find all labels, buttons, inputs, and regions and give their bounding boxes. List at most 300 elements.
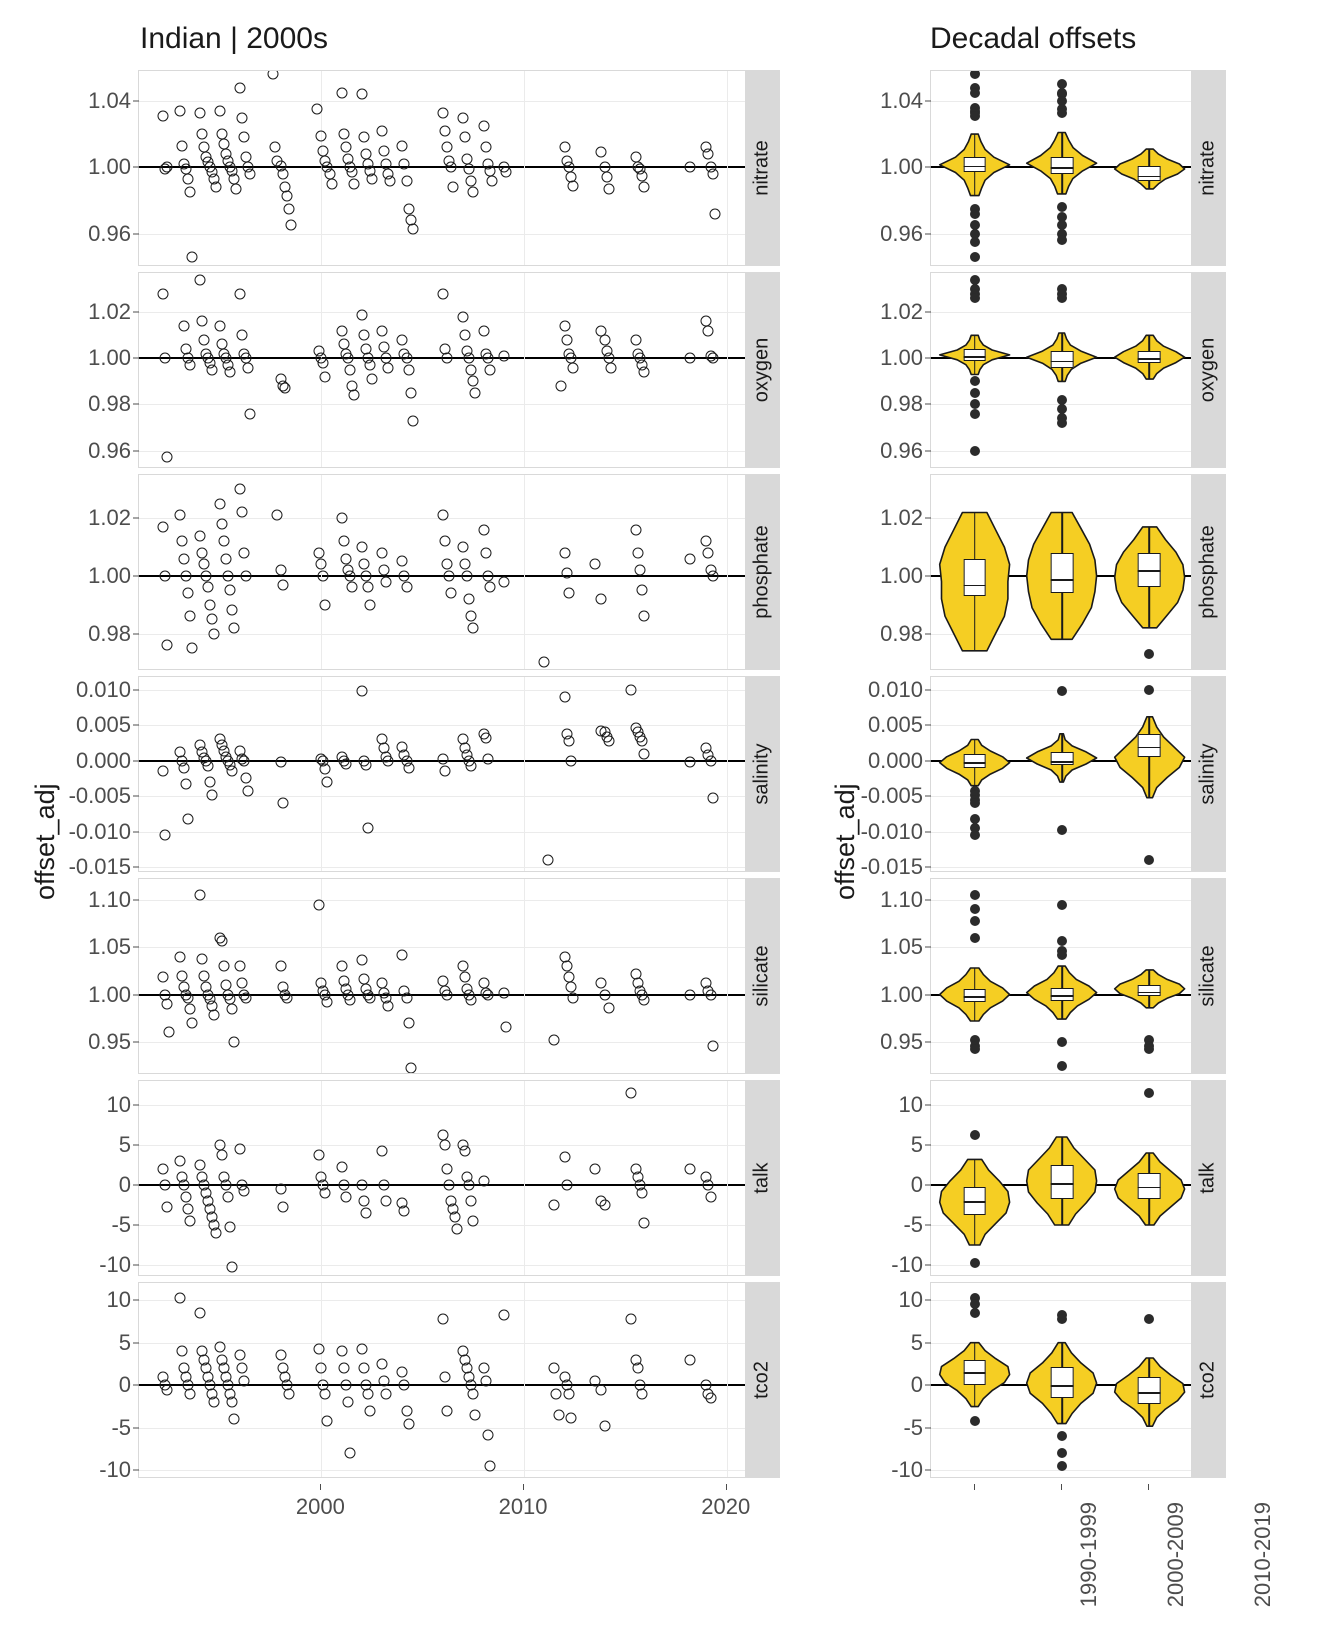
data-point [174,951,185,962]
y-tick-label: 0 [910,1172,923,1197]
data-point [626,1313,637,1324]
y-tick-label: 0.98 [88,620,131,646]
facet-strip-oxygen [1191,273,1225,467]
data-point [685,1164,696,1175]
data-point [229,1036,240,1047]
data-point [707,168,718,179]
median-line [1138,992,1161,994]
data-point [478,120,489,131]
data-point [377,1146,388,1157]
data-point [450,1212,461,1223]
data-point [283,203,294,214]
data-point [460,330,471,341]
data-point [184,611,195,622]
facet-salinity-left [68,676,780,880]
y-tick-label: 0.98 [880,391,923,417]
data-point [458,311,469,322]
gridline [139,947,745,948]
data-point [174,1293,185,1304]
data-point [356,955,367,966]
outlier-point [1057,235,1067,245]
data-point [407,415,418,426]
data-point [464,1180,475,1191]
data-point [215,1341,226,1352]
vertical-gridline [524,677,525,871]
y-tick-label: 0.95 [880,1028,923,1054]
y-tick-mark [925,358,931,359]
data-point [484,364,495,375]
data-point [342,353,353,364]
outlier-point [970,409,980,419]
box-plot [963,559,986,596]
data-point [180,1192,191,1203]
data-point [399,570,410,581]
plot-area-oxygen-left [139,273,745,467]
y-tick-label: 0.98 [88,391,131,417]
data-point [202,761,213,772]
y-tick-mark [925,312,931,313]
y-tick-mark [133,689,139,690]
y-tick-label: 0 [118,1172,131,1197]
data-point [314,1149,325,1160]
y-tick-label: 1.00 [88,345,131,371]
outlier-point [1057,900,1067,910]
y-tick-label: 10 [106,1092,131,1117]
y-tick-label: -5 [903,1212,923,1237]
data-point [356,686,367,697]
y-tick-label: 0 [118,1372,131,1398]
y-tick-mark [133,1041,139,1042]
y-tick-label: 10 [898,1092,923,1117]
vertical-gridline [727,1081,728,1275]
data-point [466,761,477,772]
data-point [464,164,475,175]
data-point [227,1397,238,1408]
facet-strip-label: salinity [1196,743,1219,805]
plot-area-salinity-left [139,677,745,871]
data-point [484,1461,495,1472]
data-point [466,364,477,375]
gridline [139,101,745,102]
data-point [442,559,453,570]
data-point [196,316,207,327]
data-point [446,162,457,173]
data-point [180,778,191,789]
facet-oxygen-right [880,272,1226,468]
median-line [1138,1187,1161,1189]
data-point [632,1363,643,1374]
data-point [348,390,359,401]
y-tick-mark [925,1225,931,1226]
facet-strip-salinity [745,677,779,871]
y-tick-mark [925,450,931,451]
data-point [184,1003,195,1014]
box-plot [1051,752,1074,765]
data-point [356,1344,367,1355]
data-point [320,371,331,382]
data-point [363,582,374,593]
data-point [482,754,493,765]
y-tick-mark [925,796,931,797]
data-point [377,325,388,336]
median-line [1138,1392,1161,1394]
y-tick-label: 0.010 [75,676,131,702]
data-point [160,1180,171,1191]
outlier-point [1144,855,1154,865]
data-point [176,536,187,547]
data-point [194,107,205,118]
y-tick-label: 1.04 [880,87,923,113]
data-point [196,129,207,140]
facet-strip-label: oxygen [1196,337,1219,403]
data-point [561,334,572,345]
data-point [555,380,566,391]
facet-strip-label: talk [1196,1162,1219,1194]
data-point [243,362,254,373]
data-point [178,762,189,773]
facet-strip-salinity [1191,677,1225,871]
data-point [235,1144,246,1155]
data-point [397,334,408,345]
data-point [442,142,453,153]
data-point [701,536,712,547]
gridline [139,1428,745,1429]
left-panel-title: Indian | 2000s [140,22,328,55]
data-point [561,1180,572,1191]
y-tick-mark [925,1427,931,1428]
y-tick-label: -5 [111,1212,131,1237]
data-point [458,542,469,553]
outlier-point [970,376,980,386]
vertical-gridline [727,1283,728,1477]
data-point [438,754,449,765]
vertical-gridline [727,273,728,467]
plot-area-tco2-left [139,1283,745,1477]
x-tick-label-1990-1999: 1990-1999 [1075,1502,1101,1608]
facet-strip-label: nitrate [1196,140,1219,196]
data-point [275,565,286,576]
data-point [703,325,714,336]
data-point [314,1344,325,1355]
data-point [219,961,230,972]
outlier-point [970,1258,980,1268]
data-point [549,1034,560,1045]
data-point [340,1192,351,1203]
outlier-point [970,890,980,900]
data-point [184,187,195,198]
y-axis-label-left: offset_adj [30,783,60,900]
data-point [221,553,232,564]
data-point [194,1307,205,1318]
y-tick-mark [925,404,931,405]
data-point [356,309,367,320]
data-point [178,1180,189,1191]
data-point [638,995,649,1006]
vertical-gridline [727,677,728,871]
data-point [383,1000,394,1011]
data-point [275,1350,286,1361]
outlier-point [970,904,980,914]
y-tick-mark [133,725,139,726]
data-point [444,1180,455,1191]
facet-talk-right [891,1080,1226,1277]
data-point [539,657,550,668]
data-point [478,1363,489,1374]
data-point [559,142,570,153]
y-tick-mark [133,358,139,359]
median-line [1051,1385,1074,1387]
data-point [705,989,716,1000]
data-point [346,582,357,593]
data-point [462,570,473,581]
data-point [198,334,209,345]
data-point [217,519,228,530]
y-tick-label: 0.005 [867,712,923,738]
y-tick-label: 1.00 [880,345,923,371]
plot-area-oxygen-right [931,273,1191,467]
data-point [158,972,169,983]
data-point [563,735,574,746]
data-point [466,995,477,1006]
data-point [626,684,637,695]
data-point [500,1021,511,1032]
vertical-gridline [524,1081,525,1275]
data-point [705,1393,716,1404]
x-tick-label: 2000 [295,1494,345,1519]
data-point [338,1180,349,1191]
data-point [271,510,282,521]
data-point [344,995,355,1006]
data-point [202,582,213,593]
data-point [703,547,714,558]
box-plot [963,349,986,361]
data-point [204,599,215,610]
data-point [559,547,570,558]
data-point [237,507,248,518]
y-tick-label: 1.02 [880,505,923,531]
facet-strip-nitrate [745,71,779,265]
data-point [336,325,347,336]
data-point [208,628,219,639]
data-point [176,140,187,151]
data-point [245,168,256,179]
data-point [241,993,252,1004]
y-tick-mark [925,867,931,868]
data-point [468,1216,479,1227]
gridline [139,725,745,726]
facet-strip-oxygen [745,273,779,467]
data-point [365,1405,376,1416]
data-point [397,949,408,960]
data-point [565,755,576,766]
median-line [963,1201,986,1203]
data-point [636,170,647,181]
data-point [685,757,696,768]
facet-strip-silicate [745,879,779,1073]
data-point [438,510,449,521]
data-point [559,1152,570,1163]
outlier-point [970,88,980,98]
data-point [468,1388,479,1399]
data-point [277,579,288,590]
data-point [405,387,416,398]
median-line [1138,747,1161,749]
data-point [158,288,169,299]
data-point [636,735,647,746]
outlier-point [1057,108,1067,118]
data-point [460,132,471,143]
y-tick-mark [133,867,139,868]
x-tick-mark [320,1484,321,1490]
box-plot [1138,166,1161,181]
box-plot [1051,553,1074,593]
data-point [468,187,479,198]
median-line [963,762,986,764]
data-point [379,1376,390,1387]
data-point [208,1397,219,1408]
data-point [705,1192,716,1203]
y-tick-label: 10 [106,1287,131,1313]
data-point [638,367,649,378]
data-point [480,547,491,558]
data-point [383,362,394,373]
data-point [452,1224,463,1235]
data-point [225,585,236,596]
data-point [498,1310,509,1321]
data-point [440,1371,451,1382]
data-point [460,972,471,983]
data-point [356,542,367,553]
facet-strip-label: salinity [750,743,773,805]
data-point [567,180,578,191]
data-point [403,364,414,375]
data-point [194,530,205,541]
data-point [440,765,451,776]
y-tick-label: -10 [891,1252,923,1277]
data-point [559,321,570,332]
box-plot [1051,351,1074,367]
data-point [440,1140,451,1151]
data-point [231,183,242,194]
y-tick-label: 1.00 [88,562,131,588]
y-tick-mark [133,167,139,168]
data-point [397,1367,408,1378]
median-line [1051,579,1074,581]
plot-area-talk-left [139,1081,745,1275]
y-tick-label: 0.96 [88,437,131,463]
data-point [367,173,378,184]
data-point [182,173,193,184]
data-point [705,755,716,766]
data-point [235,484,246,495]
data-point [498,576,509,587]
y-tick-mark [133,899,139,900]
y-tick-mark [133,760,139,761]
y-tick-label: -10 [99,1252,131,1277]
data-point [466,611,477,622]
data-point [235,288,246,299]
data-point [442,1164,453,1175]
data-point [377,1358,388,1369]
data-point [565,1412,576,1423]
data-point [340,553,351,564]
y-tick-mark [925,575,931,576]
x-tick-label: 2010 [498,1494,548,1519]
data-point [440,536,451,547]
vertical-gridline [321,273,322,467]
data-point [358,1196,369,1207]
box-plot [1138,1377,1161,1404]
data-point [685,1354,696,1365]
outlier-point [970,1416,980,1426]
y-tick-mark [925,1105,931,1106]
y-tick-label: 0.010 [867,676,923,702]
data-point [243,785,254,796]
outlier-point [970,830,980,840]
data-point [176,970,187,981]
x-tick-mark [726,1484,727,1490]
data-point [707,353,718,364]
facet-strip-label: tco2 [750,1361,773,1399]
data-point [480,142,491,153]
y-tick-mark [133,1145,139,1146]
data-point [336,1346,347,1357]
gridline [139,451,745,452]
data-point [312,104,323,115]
data-point [367,374,378,385]
data-point [403,1418,414,1429]
data-point [685,162,696,173]
y-tick-label: 1.02 [88,299,131,325]
data-point [336,961,347,972]
data-point [379,1180,390,1191]
data-point [227,765,238,776]
data-point [438,107,449,118]
data-point [322,997,333,1008]
data-point [194,890,205,901]
data-point [498,987,509,998]
gridline [139,1105,745,1106]
data-point [458,961,469,972]
data-point [158,766,169,777]
data-point [634,565,645,576]
gridline [139,690,745,691]
data-point [606,362,617,373]
facet-strip-label: nitrate [750,140,773,196]
data-point [184,360,195,371]
data-point [397,556,408,567]
data-point [336,513,347,524]
data-point [604,183,615,194]
y-tick-mark [925,1145,931,1146]
outlier-point [970,1308,980,1318]
plot-area-silicate-left [139,879,745,1073]
data-point [703,1180,714,1191]
vertical-gridline [727,475,728,669]
data-point [358,1363,369,1374]
data-point [438,288,449,299]
box-plot [1051,157,1074,174]
y-tick-mark [133,947,139,948]
gridline [139,832,745,833]
data-point [162,640,173,651]
plot-area-nitrate-right [931,71,1191,265]
outlier-point [970,209,980,219]
data-point [318,357,329,368]
y-tick-label: -0.015 [68,854,131,880]
data-point [468,376,479,387]
data-point [344,570,355,581]
